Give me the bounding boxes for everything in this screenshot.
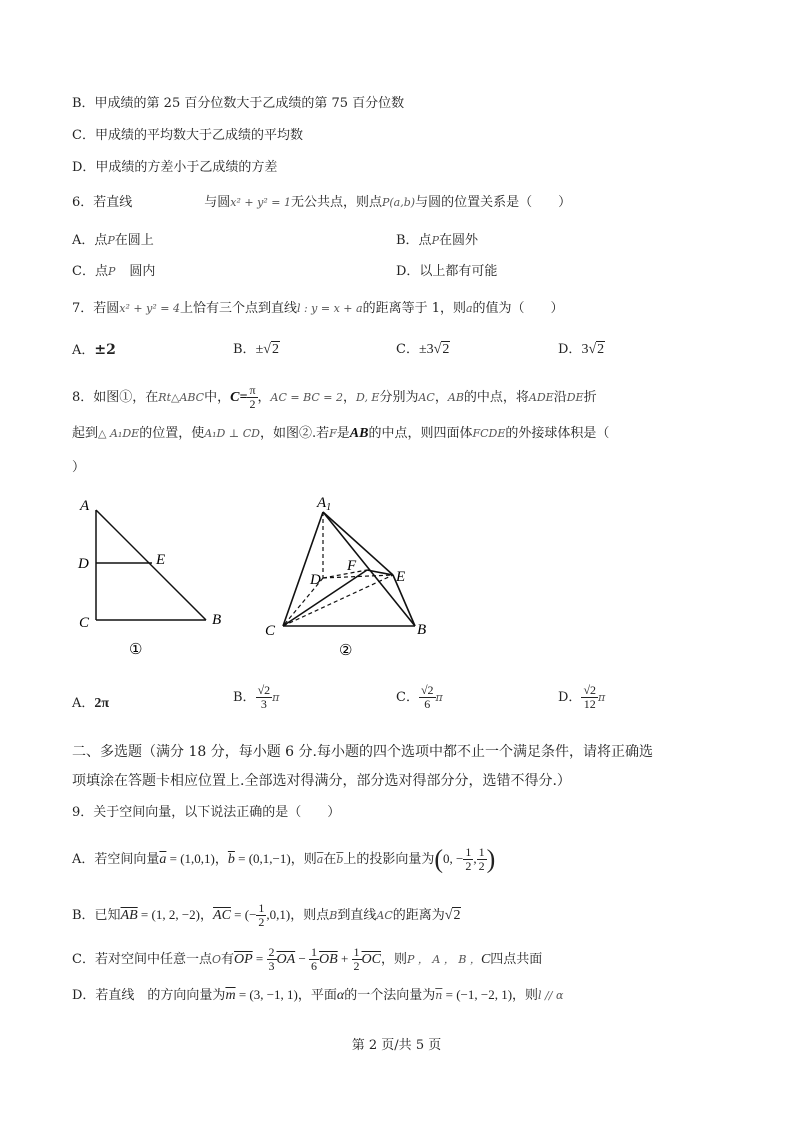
q8-ade: ADE	[528, 391, 554, 404]
q9b-radicand: 2	[453, 908, 461, 923]
fig2-label-c: C	[265, 623, 276, 639]
q8b-num: √2	[257, 683, 271, 697]
q8-l2-t4: 的中点，则四面体	[368, 426, 473, 441]
q9-option-a: A．若空间向量$\overline{a} = (1,0,1)$，$\overline{b} = (0,1,-1)$，则$\overline{a}$在$\overline{b}$上的投影向量为(0, − $\frac{1}{2}$ , $\frac{1}{2}$ )	[72, 844, 496, 874]
q9a-f1n: 1	[465, 845, 472, 859]
q8-option-d	[558, 684, 605, 711]
q9c-pre: C．若对空间中任意一点	[72, 952, 212, 967]
fig2-label-a: A	[317, 495, 327, 511]
q9a-f1d: 2	[465, 859, 472, 873]
q8a-label: A．	[72, 696, 95, 711]
fig2-edge-a1c	[283, 512, 323, 626]
q7b-label: B．	[233, 342, 256, 357]
q6b-p: P	[431, 234, 439, 247]
q8d-label: D．	[558, 690, 582, 705]
q9c-eq: =	[252, 951, 267, 966]
q6b-text: 在圆外	[438, 233, 478, 248]
q7c-radicand: 2	[442, 342, 450, 357]
q6a-p: P	[107, 234, 115, 247]
q8-l2-t5: 的外接球体积是（	[505, 426, 610, 441]
q9b-pre: B．已知	[72, 908, 121, 923]
q9a-vec-a2: $\overline{a}$	[316, 853, 324, 866]
q8-t1: 中，	[204, 390, 231, 405]
q7a-value: ±2	[94, 342, 116, 358]
q6-option-c	[72, 262, 155, 282]
q6-stem	[72, 194, 571, 212]
q9a-f2n: 1	[478, 845, 485, 859]
fig2-edge-ce	[283, 575, 393, 626]
q7-text-end: 的值为（ ）	[472, 301, 564, 316]
q7a-label: A．	[72, 343, 95, 358]
q7-line-eq: l : y = x + a	[296, 302, 363, 315]
q8-ab2: AB	[349, 426, 369, 441]
q9c-vec-ob: $\overline{OB}$	[319, 952, 338, 967]
q9b-ac-v1: = (−	[230, 907, 257, 922]
q6-option-b	[396, 231, 478, 251]
q9c-f2d: 6	[311, 959, 318, 973]
q8-text-pre: 8．如图①，在	[72, 390, 159, 405]
q9a-vec-b2: $\overline{b}$	[336, 853, 344, 866]
q8-angle-c: C	[230, 390, 240, 405]
q8c-frac	[419, 684, 436, 711]
q7-stem	[72, 300, 564, 318]
q9d-t1: ，平面	[297, 988, 337, 1003]
fig1-caption: ①	[129, 640, 143, 658]
q9c-frac2	[309, 946, 319, 973]
fig2-label-d: D	[310, 572, 321, 588]
fig2-label-a-sub: 1	[326, 502, 332, 513]
q8b-den: 3	[260, 697, 267, 711]
q9a-v0: 0, −	[443, 851, 464, 866]
figure-1-triangle	[72, 490, 242, 660]
q6-point: P(a,b)	[381, 196, 416, 209]
q9c-frac3	[352, 946, 362, 973]
q6-option-a	[72, 231, 154, 251]
q9b-t3: 的距离为	[392, 908, 445, 923]
q8-f: F	[329, 427, 337, 440]
q9a-frac2	[477, 846, 487, 873]
q7-text-post: 的距离等于 1，则	[362, 301, 466, 316]
q8-t4: 分别为	[379, 390, 419, 405]
q7-option-c: C．±3√2	[396, 342, 450, 357]
q9c-t2: ，则	[381, 952, 408, 967]
q9b-ac-v2: ,0,1)	[266, 907, 291, 922]
q8-l2-pre: 起到	[72, 426, 99, 441]
q7b-sign: ±	[255, 342, 264, 357]
q8-t8: 折	[583, 390, 597, 405]
q9c-f3d: 2	[353, 959, 360, 973]
q8-ac: AC	[418, 391, 435, 404]
q8-de2: DE	[566, 391, 584, 404]
q9d-vec-m: $\overline{m}$	[225, 988, 236, 1003]
q8-t2: ，	[257, 390, 271, 405]
q9c-frac1	[267, 946, 277, 973]
q8-l2-t3: 是	[336, 426, 350, 441]
q9c-f1d: 3	[268, 959, 275, 973]
q9c-vec-oa: $\overline{OA}$	[276, 952, 296, 967]
q6-circle-eq: x² + y² = 1	[230, 196, 291, 209]
q8-l2-t2: ，如图②.若	[259, 426, 330, 441]
q6-text-post1: 无公共点，则点	[290, 195, 382, 210]
q8a-value: 2π	[94, 696, 110, 711]
q8-fcde: FCDE	[472, 427, 506, 440]
q8-perp: A₁D ⊥ CD	[204, 427, 260, 440]
q9b-vec-ac: $\overline{AC}$	[213, 908, 231, 923]
q9b-line-ac: AC	[376, 909, 393, 922]
fig1-label-a: A	[80, 498, 90, 514]
q8-stem-line2	[72, 425, 609, 443]
q9b-fn: 1	[258, 901, 265, 915]
q9c-f1n: 2	[268, 945, 275, 959]
q9d-n-value: = (−1, −2, 1)	[442, 987, 513, 1002]
q9a-vec-b: $\overline{b}$	[227, 852, 235, 867]
q9b-ab-value: = (1, 2, −2)	[137, 907, 200, 922]
fig2-edge-a1e	[323, 512, 393, 575]
q7d-label: D．	[558, 342, 582, 357]
q7c-label: C．	[396, 342, 419, 357]
q7d-radicand: 2	[597, 342, 605, 357]
fig1-label-c: C	[79, 615, 90, 631]
q7-circle-eq: x² + y² = 4	[119, 302, 180, 315]
q8-triangle: Rt△ABC	[158, 391, 205, 404]
q8d-den: 12	[583, 697, 596, 711]
q8b-frac	[256, 684, 273, 711]
q7-text-mid: 上恰有三个点到直线	[179, 301, 297, 316]
q6-option-d: D．以上都有可能	[396, 264, 498, 279]
q9c-t1: 有	[220, 952, 234, 967]
q9-option-c	[72, 946, 542, 973]
q9c-vec-oc: $\overline{OC}$	[361, 952, 381, 967]
q8d-pi: π	[598, 691, 606, 704]
q9-option-d	[72, 986, 563, 1005]
q9a-t1: ，则	[290, 852, 317, 867]
q9d-alpha: α	[336, 988, 345, 1003]
q9a-t3: 上的投影向量为	[343, 852, 435, 867]
q8d-frac	[581, 684, 598, 711]
q9b-vec-ab: $\overline{AB}$	[120, 908, 138, 923]
q8b-label: B．	[233, 690, 256, 705]
q7-option-b: B．±√2	[233, 342, 279, 357]
fig1-label-e: E	[156, 552, 166, 568]
q8-t6: 的中点，将	[463, 390, 529, 405]
q9b-t2: 到直线	[337, 908, 377, 923]
q8-de: D, E	[356, 391, 380, 404]
q9d-relation: l // α	[538, 989, 564, 1002]
q8c-label: C．	[396, 690, 419, 705]
q8-pi-over-2	[247, 384, 257, 411]
section-2-heading-line2: 项填涂在答题卡相应位置上.全部选对得满分，部分选对得部分分，选错不得分.）	[72, 773, 571, 789]
q9a-pre: A．若空间向量	[72, 852, 160, 867]
fig2-label-b: B	[417, 622, 427, 638]
q9a-f2d: 2	[478, 859, 485, 873]
q9a-b-value: = (0,1,−1)	[234, 851, 291, 866]
q8d-num: √2	[583, 683, 597, 697]
q8-option-b	[233, 684, 279, 711]
q8c-num: √2	[420, 683, 434, 697]
q9b-frac	[256, 902, 266, 929]
fig2-label-e: E	[396, 569, 406, 585]
q9b-t1: ，则点	[290, 908, 330, 923]
q9c-f2n: 1	[311, 945, 318, 959]
q8-pi: π	[249, 383, 256, 397]
q9b-comma: ，	[200, 908, 214, 923]
q8-option-a	[72, 694, 109, 714]
q6b-label: B．点	[396, 233, 432, 248]
q9a-a-value: = (1,0,1)，	[166, 851, 228, 866]
q6c-text: 圆内	[129, 264, 156, 279]
q9d-vec-n: $\overline{n}$	[435, 989, 443, 1002]
section-2-heading-line1: 二、多选题（满分 18 分，每小题 6 分.每小题的四个选项中都不止一个满足条件，请将正确选	[72, 744, 653, 760]
q9-stem: 9．关于空间向量，以下说法正确的是（ ）	[72, 805, 341, 820]
q6c-label: C．点	[72, 264, 108, 279]
q8-2: 2	[249, 397, 256, 411]
q5-option-c: C．甲成绩的平均数大于乙成绩的平均数	[72, 128, 303, 143]
q9c-point-c: C	[480, 952, 491, 967]
fig1-side-ab	[96, 510, 206, 620]
q8-option-c	[396, 684, 443, 711]
q8b-pi: π	[272, 691, 280, 704]
q7d-coef: 3	[581, 342, 589, 357]
q8-stem-line3: ）	[72, 460, 86, 475]
fig2-label-f: F	[347, 558, 357, 574]
q8-eq: =	[239, 390, 248, 405]
fig2-label-a1	[316, 495, 331, 513]
q9b-fd: 2	[258, 915, 265, 929]
q8-a1de: △ A₁DE	[98, 427, 140, 440]
q8-l2-t1: 的位置，使	[139, 426, 205, 441]
q7c-sign: ±3	[418, 342, 434, 357]
page-footer: 第 2 页/共 5 页	[351, 1038, 442, 1053]
q6a-label: A．点	[72, 233, 108, 248]
q8-ac-bc: AC = BC = 2	[270, 391, 343, 404]
q8-t3: ，	[343, 390, 357, 405]
q9b-point-b: B	[329, 909, 338, 922]
q5-option-b: B．甲成绩的第 25 百分位数大于乙成绩的第 75 百分位数	[72, 96, 405, 111]
q9a-frac1	[463, 846, 473, 873]
q9d-pre: D．若直线 的方向向量为	[72, 988, 226, 1003]
q9c-plus: +	[337, 951, 352, 966]
q9d-t3: ，则	[512, 988, 539, 1003]
q9d-t2: 的一个法向量为	[344, 988, 436, 1003]
q7-option-d: D．3√2	[558, 342, 605, 357]
q8-ab: AB	[447, 391, 464, 404]
q6-text-post2: 与圆的位置关系是（ ）	[415, 195, 572, 210]
q9a-comma: ,	[473, 851, 477, 866]
q8c-pi: π	[435, 691, 443, 704]
q8-t5: ，	[434, 390, 448, 405]
q8c-den: 6	[424, 697, 431, 711]
q6a-text: 在圆上	[114, 233, 154, 248]
q9-option-b: B．已知$\overline{AB} = (1$, 2, −2)，$\overline{AC}$ = (− $\frac{1}{2}$ ,0,1)，则点B到直线AC的距离为√2	[72, 901, 461, 929]
q9c-minus: −	[295, 951, 310, 966]
q6c-p: P	[107, 265, 116, 278]
q7-a: a	[465, 302, 473, 315]
q7-text-pre: 7．若圆	[72, 301, 120, 316]
q5-option-d: D．甲成绩的方差小于乙成绩的方差	[72, 160, 278, 175]
q8-t7: 沿	[553, 390, 567, 405]
q9a-t2: 在	[323, 852, 337, 867]
q9c-points: P ， A ， B ，	[407, 953, 481, 966]
q8-stem-line1	[72, 384, 597, 411]
fig1-label-d: D	[78, 556, 89, 572]
q6-text-mid: 与圆	[204, 195, 231, 210]
fig1-label-b: B	[212, 612, 222, 628]
q9c-vec-op: $\overline{OP}$	[234, 952, 253, 967]
q9c-point-o: O	[211, 953, 221, 966]
fig2-caption: ②	[339, 641, 353, 659]
q9a-vec-a: $\overline{a}$	[159, 852, 167, 867]
q7b-radicand: 2	[271, 342, 279, 357]
q7-option-a	[72, 340, 116, 361]
q9c-f3n: 1	[353, 945, 360, 959]
figure-2-tetrahedron	[255, 490, 445, 662]
q6-text-pre: 6．若直线	[72, 195, 133, 210]
q9d-m-value: = (3, −1, 1)	[235, 987, 298, 1002]
q9c-t3: 四点共面	[490, 952, 543, 967]
